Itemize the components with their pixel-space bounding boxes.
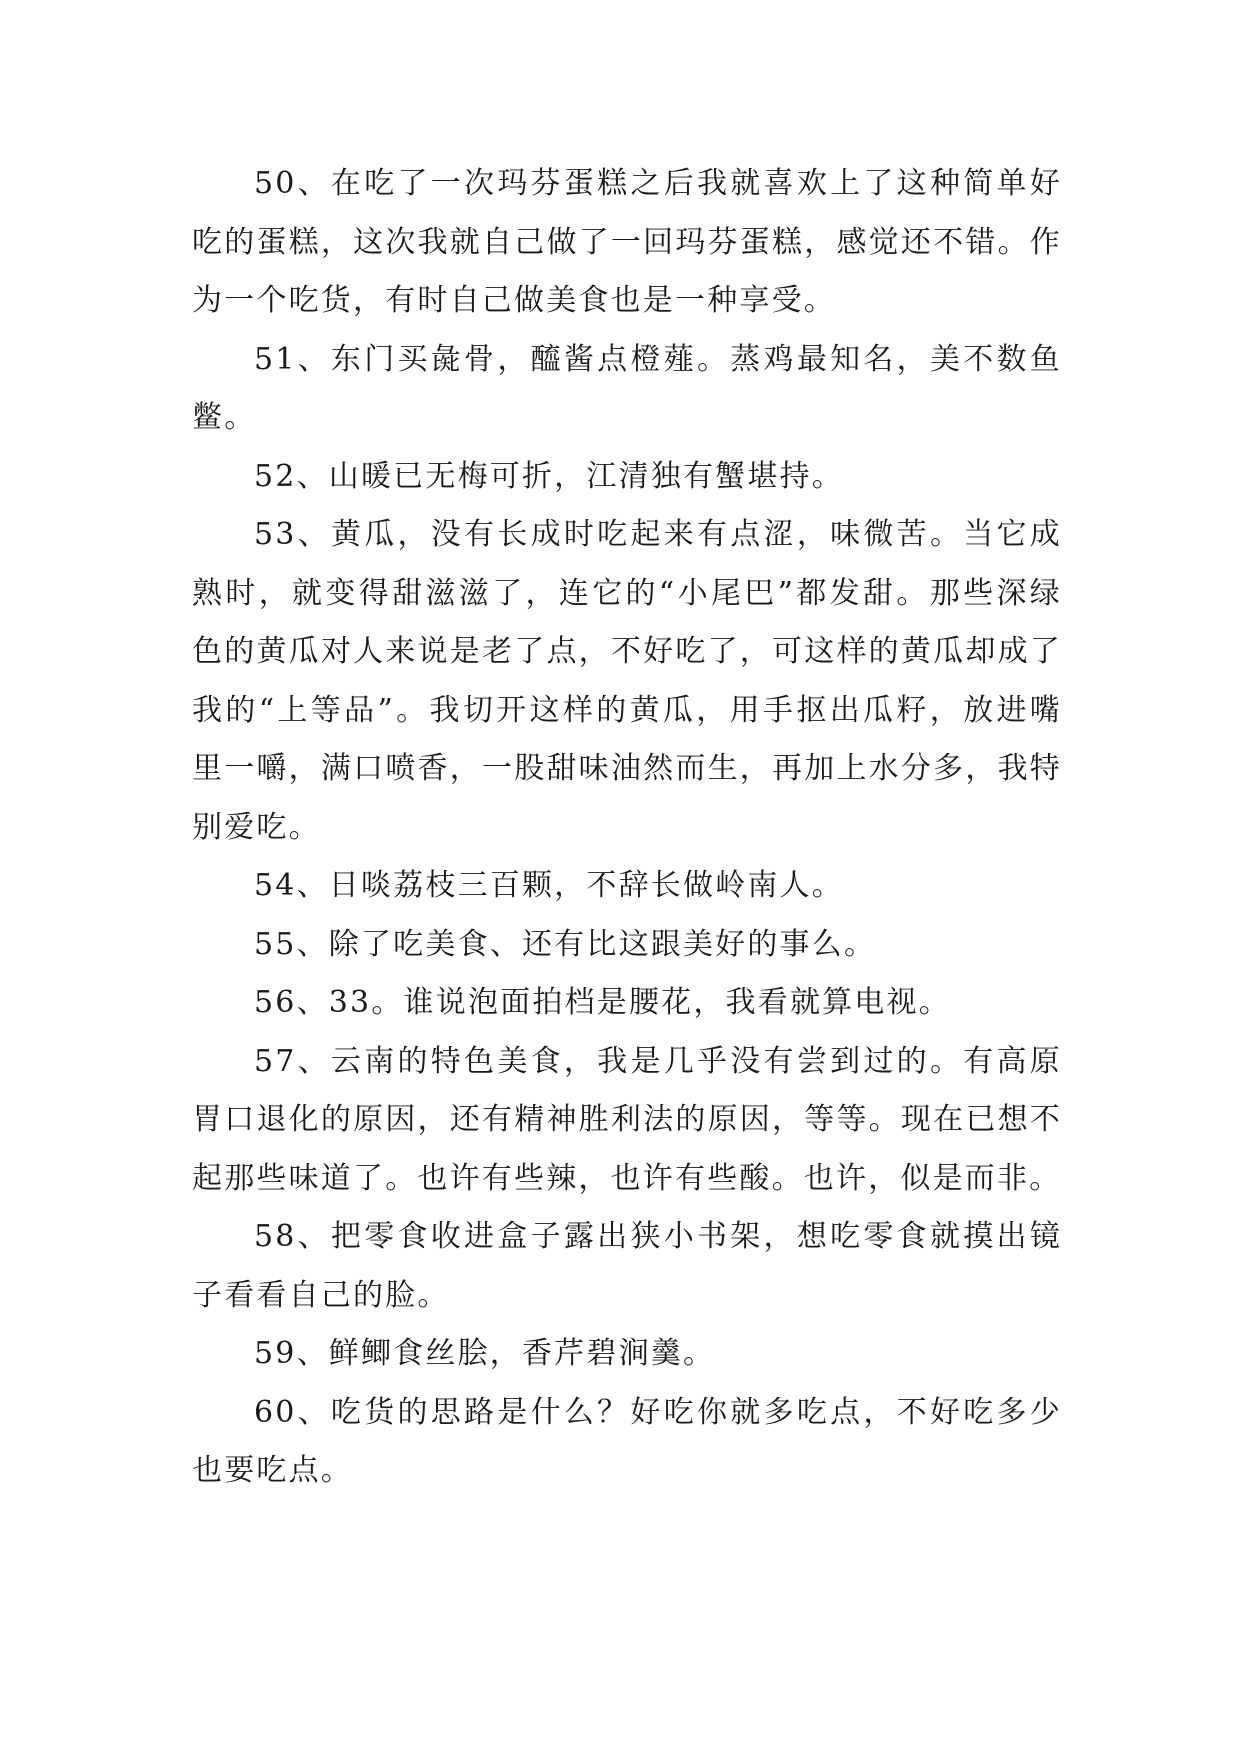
- paragraph-54: 54、日啖荔枝三百颗，不辞长做岭南人。: [254, 868, 844, 903]
- paragraph-50: 50、在吃了一次玛芬蛋糕之后我就喜欢上了这种简单好吃的蛋糕，这次我就自己做了一回玛芬蛋糕，感觉还不错。作为一个吃货，有时自己做美食也是一种享受。: [192, 166, 1062, 318]
- paragraph-58: 58、把零食收进盒子露出狭小书架，想吃零食就摸出镜子看看自己的脸。: [192, 1219, 1062, 1313]
- paragraph-60: 60、吃货的思路是什么？好吃你就多吃点，不好吃多少也要吃点。: [192, 1394, 1062, 1488]
- paragraph-56: 56、33。谁说泡面拍档是腰花，我看就算电视。: [254, 985, 951, 1020]
- paragraph-57: 57、云南的特色美食，我是几乎没有尝到过的。有高原胃口退化的原因，还有精神胜利法的原因，等等。现在已想不起那些味道了。也许有些辣，也许有些酸。也许，似是而非。: [192, 1043, 1062, 1196]
- paragraph-53: 53、黄瓜，没有长成时吃起来有点涩，味微苦。当它成熟时，就变得甜滋滋了，连它的“小尾巴”都发甜。那些深绿色的黄瓜对人来说是老了点，不好吃了，可这样的黄瓜却成了我的“上等品”。我切开这样的黄瓜，用手抠出瓜籽，放进嘴里一嚼，满口喷香，一股甜味油然而生，再加上水分多，我特别爱吃。: [192, 517, 1062, 845]
- paragraph-59: 59、鲜鲫食丝脍，香芹碧涧羹。: [254, 1336, 716, 1371]
- paragraph-52: 52、山暖已无梅可折，江清独有蟹堪持。: [254, 458, 844, 494]
- paragraph-55: 55、除了吃美食、还有比这跟美好的事么。: [254, 926, 877, 962]
- paragraph-51: 51、东门买彘骨，醯酱点橙薤。蒸鸡最知名，美不数鱼鳖。: [192, 341, 1062, 435]
- document-body: [192, 155, 1062, 1501]
